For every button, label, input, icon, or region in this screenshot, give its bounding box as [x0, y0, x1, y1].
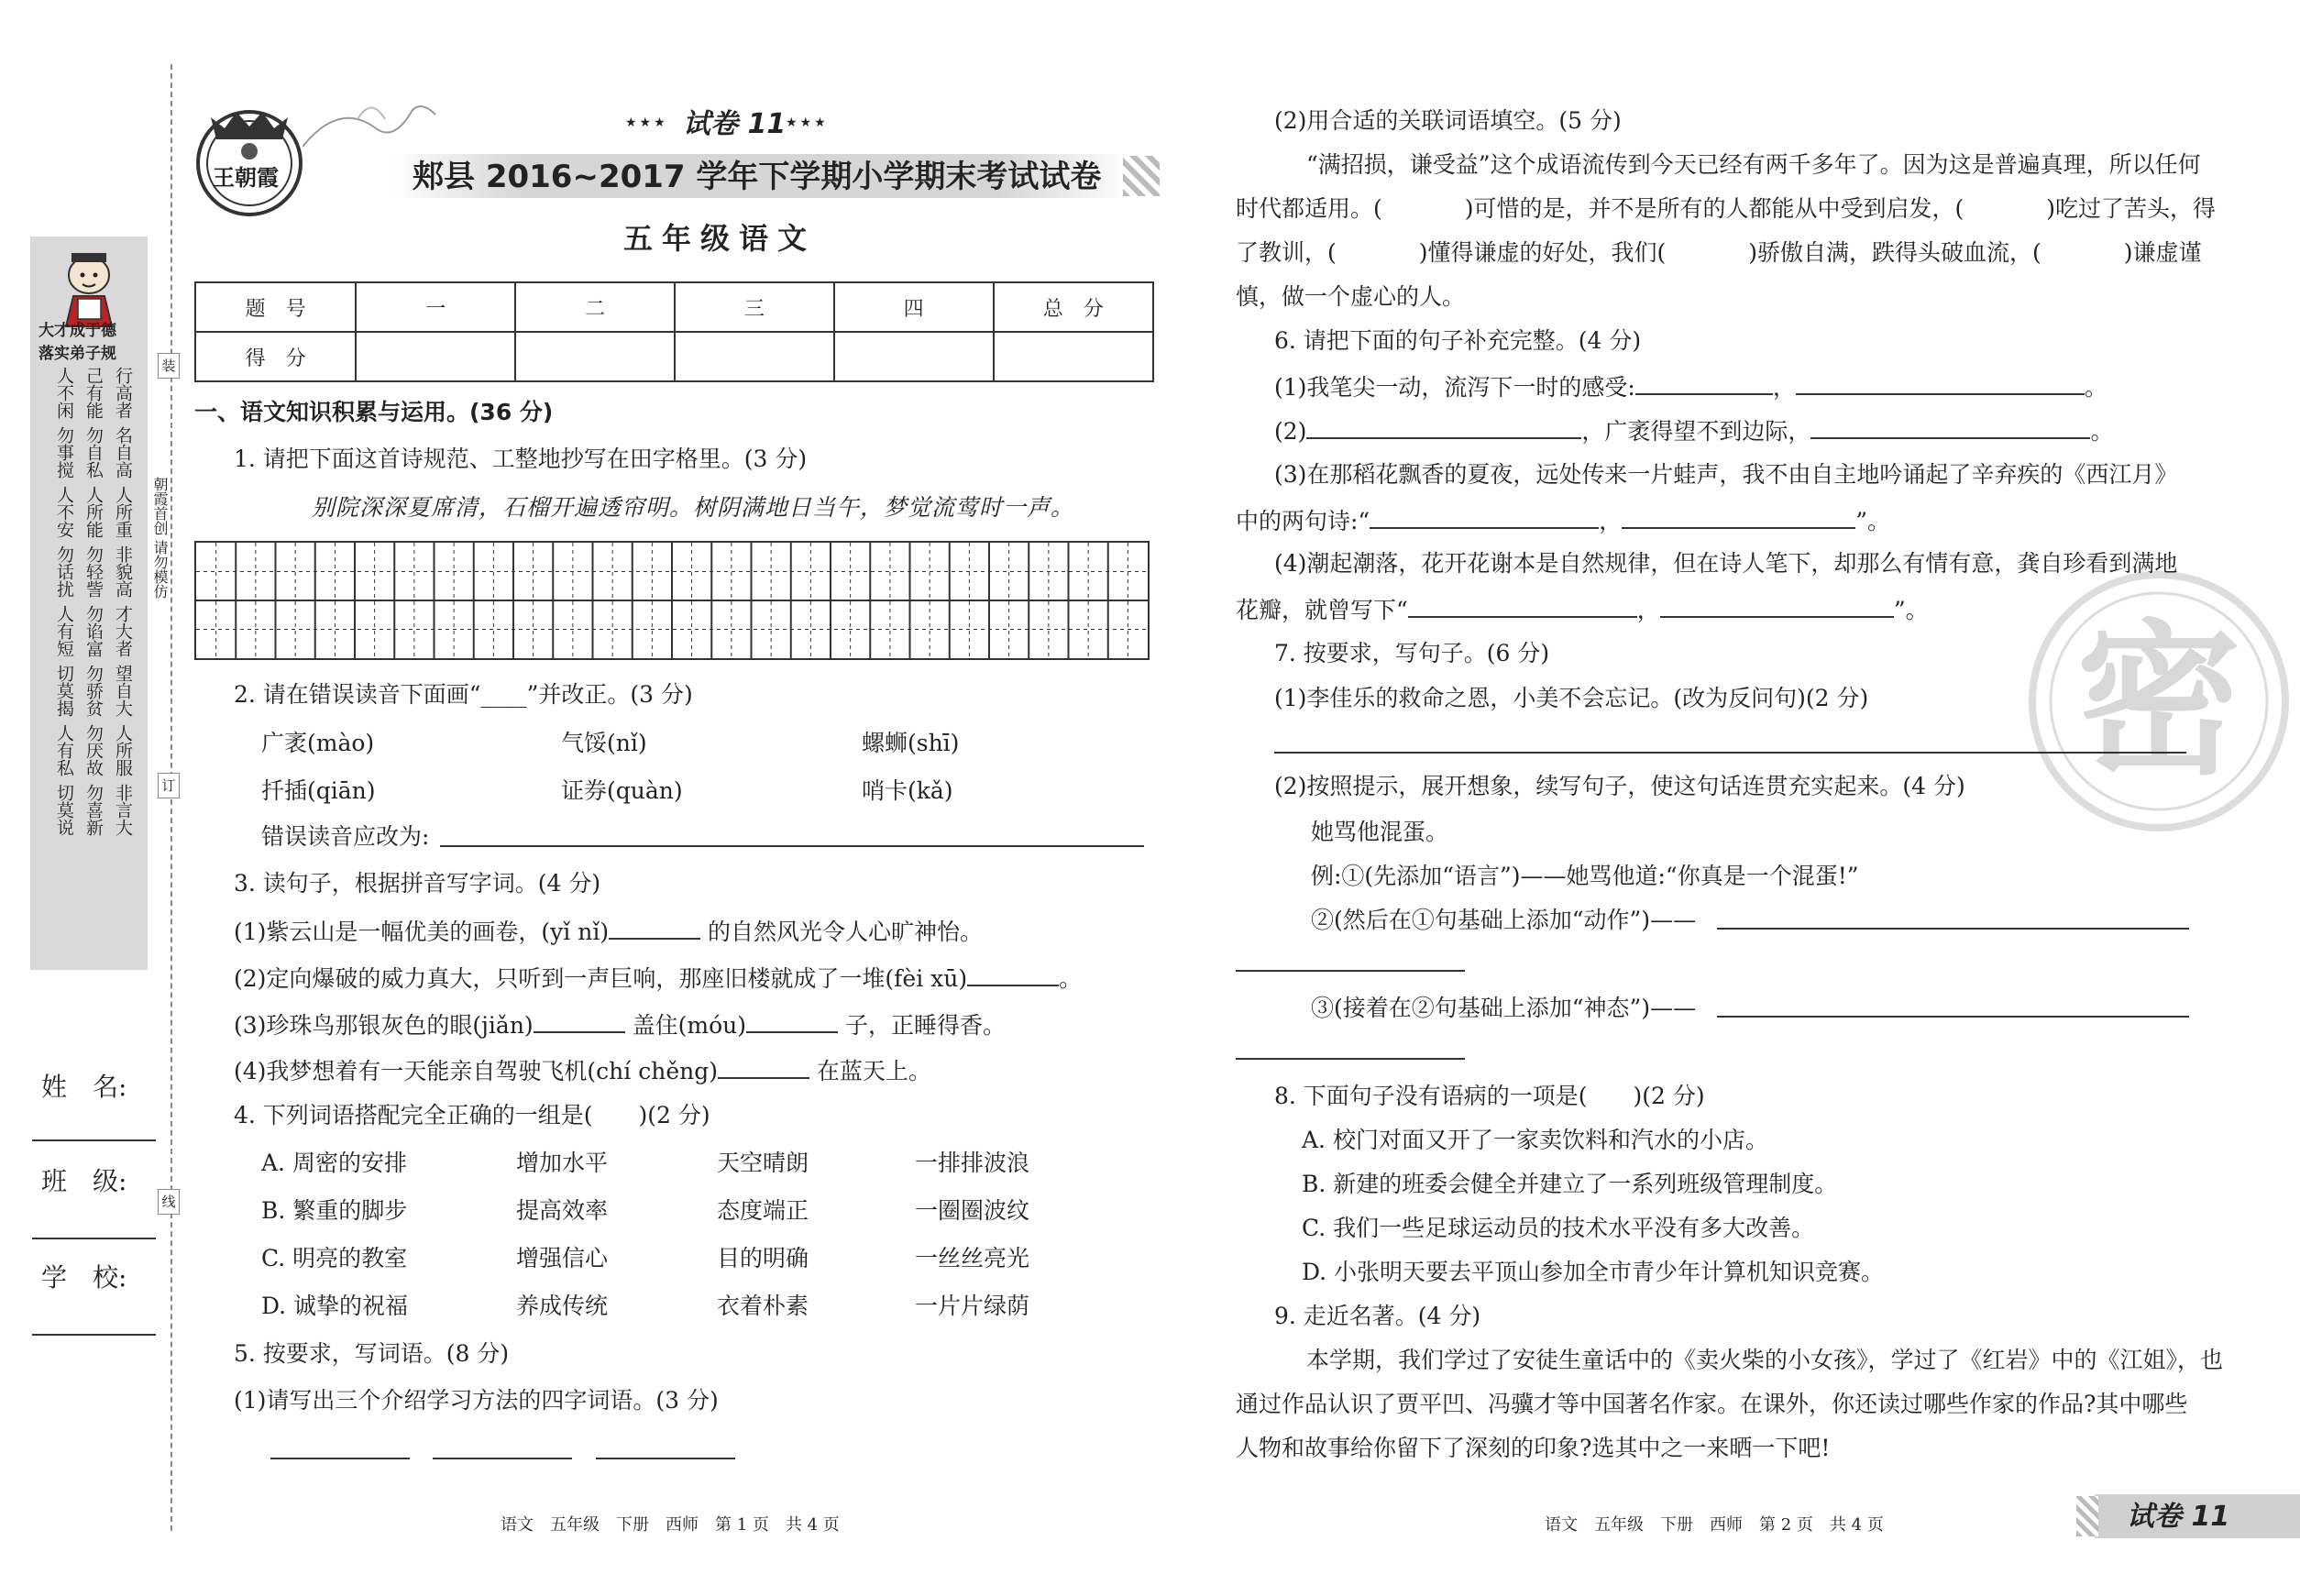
motto-slogan-1: 大才成于德 [39, 322, 116, 340]
motto-col: 勿喜新 [83, 784, 104, 836]
answer-blank[interactable] [1660, 594, 1894, 618]
binding-mark-1: 装 [158, 353, 180, 379]
question-9-text-1: 本学期，我们学过了安徒生童话中的《卖火柴的小女孩》，学过了《红岩》中的《江姐》，也 [1306, 1347, 2224, 1373]
question-6-2: (2) ，广袤得望不到边际， 。 [1274, 415, 2113, 446]
question-3-3-text-c: 子，正睡得香。 [844, 1012, 1006, 1039]
question-6-3-b: 中的两句诗:“ ， ”。 [1236, 505, 1890, 536]
text-fragment: (1)我笔尖一动，流泻下一时的感受: [1274, 374, 1635, 401]
text-fragment: )谦虚谨 [2123, 239, 2202, 266]
motto-col: 望自大 [113, 665, 133, 717]
motto-grid [46, 367, 138, 836]
score-header-cell: 一 [356, 282, 515, 332]
motto-col: 非貌高 [113, 545, 133, 598]
question-5-2-text-3 [1236, 238, 2202, 268]
question-3-4 [234, 1055, 931, 1086]
motto-col: 勿谄富 [83, 605, 104, 657]
corner-checker [2076, 1496, 2098, 1536]
option-c-4: 一丝丝亮光 [915, 1245, 1030, 1271]
answer-blank[interactable] [1635, 371, 1773, 395]
option-b-3: 态度端正 [717, 1197, 809, 1224]
question-3-2-text-b: 。 [1059, 965, 1083, 992]
question-7: 7. 按要求，写句子。(6 分) [1274, 640, 1550, 666]
option-a-4: 一排排波浪 [915, 1150, 1030, 1176]
answer-blank[interactable] [1370, 505, 1599, 529]
answer-blank[interactable] [1622, 505, 1855, 529]
tianzige-grid[interactable] [194, 541, 1150, 660]
question-4: 4. 下列词语搭配完全正确的一组是( )(2 分) [234, 1102, 710, 1128]
question-5-2-text-1: “满招损，谦受益”这个成语流传到今天已经有两千多年了。因为这是普遍真理，所以任何 [1306, 151, 2201, 178]
motto-col: 才大者 [113, 605, 133, 657]
option-d-4: 一片片绿荫 [915, 1293, 1030, 1319]
answer-line[interactable] [1717, 1016, 2189, 1018]
text-fragment: 了教训，( [1236, 239, 1337, 266]
answer-blank[interactable] [1408, 594, 1637, 618]
option-a-2: 增加水平 [516, 1150, 609, 1176]
answer-blank[interactable] [718, 1055, 809, 1079]
score-input-cell[interactable] [675, 332, 834, 381]
motto-col: 切莫揭 [54, 665, 74, 717]
score-input-cell[interactable] [994, 332, 1153, 381]
option-c-3: 目的明确 [717, 1245, 809, 1271]
question-3: 3. 读句子，根据拼音写字词。(4 分) [234, 870, 601, 897]
question-6-4-b: 花瓣，就曾写下“ ， ”。 [1236, 594, 1929, 625]
motto-col: 人不安 [54, 486, 74, 538]
answer-line[interactable] [596, 1458, 735, 1459]
question-3-4-text: (4)我梦想着有一天能亲自驾驶飞机(chí chěng) [234, 1058, 718, 1084]
question-3-3-text-b: 盖住(móu) [632, 1012, 747, 1039]
exam-title: 郏县 2016~2017 学年下学期小学期末考试试卷 [413, 159, 1102, 195]
binding-mark-3: 线 [158, 1189, 180, 1215]
question-3-3 [234, 1009, 1006, 1040]
question-6-4: (4)潮起潮落，花开花谢本是自然规律，但在诗人笔下，却那么有情有意，龚自珍看到满地 [1274, 550, 2178, 577]
school-label: 学 校: [41, 1262, 127, 1293]
pinyin-item: 螺蛳(shī) [862, 730, 960, 756]
score-header-cell: 三 [675, 282, 834, 332]
question-8: 8. 下面句子没有语病的一项是( )(2 分) [1274, 1083, 1705, 1109]
motto-col: 勿厌故 [83, 724, 104, 776]
question-6: 6. 请把下面的句子补充完整。(4 分) [1274, 327, 1642, 354]
class-label: 班 级: [41, 1166, 127, 1196]
question-7-2-example: 例:①(先添加“语言”)——她骂他道:“你真是一个混蛋!” [1311, 863, 1859, 889]
watermark-char: 密 [2076, 604, 2242, 798]
score-header-cell: 二 [515, 282, 675, 332]
option-c-2: 增强信心 [516, 1245, 609, 1271]
question-7-1: (1)李佳乐的救命之恩，小美不会忘记。(改为反问句)(2 分) [1274, 685, 1869, 711]
pinyin-item: 扦插(qiān) [261, 777, 376, 804]
text-fragment: )吃过了苦头，得 [2046, 195, 2217, 222]
answer-line[interactable] [1717, 928, 2189, 930]
option-b-4: 一圈圈波纹 [915, 1197, 1030, 1224]
motto-col: 勿骄贫 [83, 665, 104, 717]
text-fragment: )可惜的是，并不是所有的人都能从中受到启发，( [1464, 195, 1964, 222]
question-5-2: (2)用合适的关联词语填空。(5 分) [1274, 107, 1622, 134]
brand-logo-text: 王朝霞 [213, 164, 279, 191]
motto-col: 人所服 [113, 724, 133, 776]
option-d-2: 养成传统 [516, 1293, 609, 1319]
question-2: 2. 请在错误读音下面画“____”并改正。(3 分) [234, 681, 693, 708]
question-1-poem: 别院深深夏席清，石榴开遍透帘明。树阴满地日当午，梦觉流莺时一声。 [312, 494, 1075, 521]
score-header-cell: 四 [834, 282, 994, 332]
question-3-2-text: (2)定向爆破的威力真大，只听到一声巨响，那座旧楼就成了一堆(fèi xū) [234, 965, 968, 992]
motto-col: 勿事搅 [54, 426, 74, 479]
question-3-3-text: (3)珍珠鸟那银灰色的眼(jiǎn) [234, 1012, 534, 1039]
answer-line[interactable] [1236, 970, 1465, 972]
option-c-1[interactable]: C. 明亮的教室 [261, 1245, 408, 1271]
question-7-2-step3: ③(接着在②句基础上添加“神态”)—— [1311, 995, 1697, 1021]
option-d-1[interactable]: D. 诚挚的祝福 [261, 1293, 409, 1319]
score-input-cell[interactable] [515, 332, 675, 381]
text-fragment: )懂得谦虚的好处，我们( [1418, 239, 1667, 266]
motto-col: 非言大 [113, 784, 133, 836]
vertical-copyright-note: 朝霞首创 请勿模仿 [151, 477, 169, 600]
motto-col: 名自高 [113, 426, 133, 479]
text-fragment: 中的两句诗:“ [1236, 508, 1370, 534]
question-9-text-3: 人物和故事给你留下了深刻的印象?选其中之一来晒一下吧! [1236, 1435, 1831, 1461]
option-b-1[interactable]: B. 繁重的脚步 [261, 1197, 408, 1224]
pinyin-item: 证券(quàn) [561, 777, 683, 804]
question-3-4-text-b: 在蓝天上。 [816, 1058, 931, 1084]
score-input-cell[interactable] [834, 332, 994, 381]
motto-col: 切莫说 [54, 784, 74, 836]
score-header-cell: 题 号 [195, 282, 356, 332]
text-fragment: (2) [1274, 418, 1307, 445]
motto-col: 人所重 [113, 486, 133, 538]
option-8-c[interactable]: C. 我们一些足球运动员的技术水平没有多大改善。 [1302, 1215, 1815, 1241]
pinyin-item: 哨卡(kǎ) [862, 777, 953, 804]
question-3-1-text-b: 的自然风光令人心旷神怡。 [708, 919, 984, 945]
answer-blank[interactable] [1796, 371, 2085, 395]
text-fragment: 花瓣，就曾写下“ [1236, 597, 1408, 623]
answer-blank[interactable] [1810, 415, 2090, 439]
question-9: 9. 走近名著。(4 分) [1274, 1303, 1481, 1329]
motto-col: 勿自私 [83, 426, 104, 479]
motto-col: 人不闲 [54, 367, 74, 419]
page-footer-right: 语文 五年级 下册 西师 第 2 页 共 4 页 [1545, 1515, 1884, 1535]
question-5-1: (1)请写出三个介绍学习方法的四字词语。(3 分) [234, 1387, 719, 1414]
pinyin-item: 广袤(mào) [261, 730, 375, 756]
score-input-cell[interactable] [356, 332, 515, 381]
motto-col: 人有短 [54, 605, 74, 657]
question-1: 1. 请把下面这首诗规范、工整地抄写在田字格里。(3 分) [234, 446, 808, 472]
question-6-1: (1)我笔尖一动，流泻下一时的感受: ， 。 [1274, 371, 2107, 402]
school-field[interactable] [32, 1334, 156, 1336]
text-fragment: )骄傲自满，跌得头破血流，( [1748, 239, 2041, 266]
question-5-2-text-2 [1236, 194, 2216, 224]
watermark-seal [2026, 568, 2292, 834]
binding-mark-2: 订 [158, 773, 180, 798]
option-8-d[interactable]: D. 小张明天要去平顶山参加全市青少年计算机知识竞赛。 [1302, 1259, 1885, 1285]
option-8-a[interactable]: A. 校门对面又开了一家卖饮料和汽水的小店。 [1302, 1127, 1768, 1153]
class-field[interactable] [32, 1238, 156, 1239]
motto-col: 行高者 [113, 367, 133, 419]
option-b-2: 提高效率 [516, 1197, 609, 1224]
answer-blank[interactable] [967, 963, 1059, 986]
option-a-1[interactable]: A. 周密的安排 [261, 1150, 407, 1176]
question-6-3: (3)在那稻花飘香的夏夜，远处传来一片蛙声，我不由自主地吟诵起了辛弃疾的《西江月》 [1274, 461, 2178, 488]
score-header-cell: 总 分 [994, 282, 1153, 332]
question-5-2-text-4: 慎，做一个虚心的人。 [1236, 283, 1466, 310]
motto-col: 人所能 [83, 486, 104, 538]
score-row-label: 得 分 [195, 332, 356, 381]
option-8-b[interactable]: B. 新建的班委会健全并建立了一系列班级管理制度。 [1302, 1171, 1838, 1197]
tianzige-grid-lines [196, 543, 1148, 658]
section-1-heading: 一、语文知识积累与运用。(36 分) [194, 399, 554, 425]
motto-col: 己有能 [83, 367, 104, 419]
name-field[interactable] [32, 1139, 156, 1141]
answer-line[interactable] [1274, 752, 2186, 754]
name-label: 姓 名: [41, 1072, 127, 1102]
question-3-1-text: (1)紫云山是一幅优美的画卷，(yǐ nǐ) [234, 919, 610, 945]
text-fragment: ，广袤得望不到边际， [1581, 418, 1811, 445]
motto-col: 人有私 [54, 724, 74, 776]
paper-number: 试卷 11 [683, 108, 787, 140]
answer-blank[interactable] [534, 1009, 625, 1033]
answer-line[interactable] [433, 1458, 572, 1459]
motto-col: 勿话扰 [54, 545, 74, 598]
option-a-3: 天空晴朗 [717, 1150, 809, 1176]
text-fragment: 时代都适用。( [1236, 195, 1382, 222]
question-7-2-step2: ②(然后在①句基础上添加“动作”)—— [1311, 907, 1697, 933]
answer-line[interactable] [1236, 1058, 1465, 1060]
question-2-answer-line[interactable] [440, 845, 1144, 847]
question-7-2-sentence: 她骂他混蛋。 [1311, 819, 1449, 845]
option-d-3: 衣着朴素 [717, 1293, 809, 1319]
exam-subject: 五年级语文 [623, 221, 817, 256]
checker-decoration [1123, 156, 1160, 196]
paper-number-stars-right: ★★★ [786, 116, 829, 130]
answer-blank[interactable] [609, 916, 700, 940]
answer-blank[interactable] [1306, 415, 1581, 439]
answer-blank[interactable] [746, 1009, 838, 1033]
question-9-text-2: 通过作品认识了贾平凹、冯骥才等中国著名作家。在课外，你还读过哪些作家的作品?其中哪些 [1236, 1391, 2188, 1417]
corner-paper-number: 试卷 11 [2127, 1501, 2230, 1533]
page-footer-left: 语文 五年级 下册 西师 第 1 页 共 4 页 [501, 1515, 840, 1535]
question-3-1 [234, 916, 983, 947]
question-5: 5. 按要求，写词语。(8 分) [234, 1340, 510, 1367]
score-table [194, 281, 1154, 382]
motto-slogan-2: 落实弟子规 [39, 345, 116, 363]
paper-number-stars-left: ★★★ [625, 116, 668, 130]
brand-logo [193, 101, 307, 220]
question-2-answer-label: 错误读音应改为: [261, 823, 430, 850]
question-7-2: (2)按照提示，展开想象，续写句子，使这句话连贯充实起来。(4 分) [1274, 773, 1965, 799]
pinyin-item: 气馁(nǐ) [561, 730, 647, 756]
motto-col: 勿轻訾 [83, 545, 104, 598]
question-3-2 [234, 963, 1082, 994]
answer-line[interactable] [270, 1458, 410, 1459]
